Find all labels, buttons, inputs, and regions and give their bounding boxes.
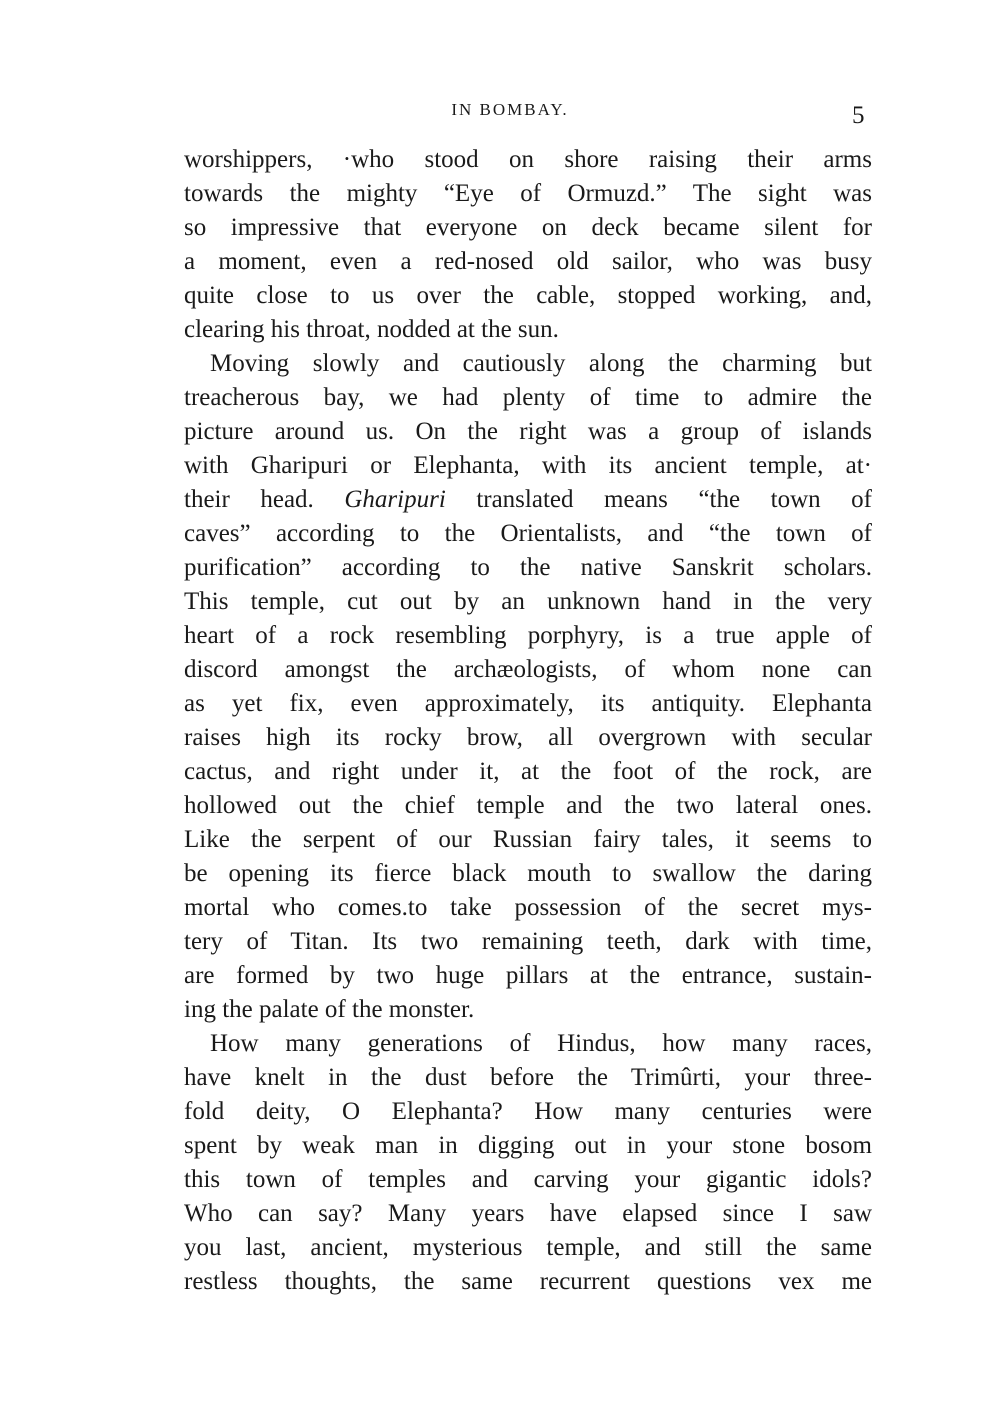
text-line: so impressive that everyone on deck became silent for <box>184 214 872 241</box>
text-line: clearing his throat, nodded at the sun. <box>184 316 559 343</box>
italic-term: Gharipuri <box>344 486 446 513</box>
paragraph-1 <box>184 143 872 347</box>
text-line: have knelt in the dust before the Trimûrti, your three- <box>184 1064 872 1091</box>
text-line: treacherous bay, we had plenty of time to admire the <box>184 384 872 411</box>
text-line: caves” according to the Orientalists, and “the town of <box>184 520 872 547</box>
text-line: This temple, cut out by an unknown hand in the very <box>184 588 872 615</box>
text-line: tery of Titan. Its two remaining teeth, dark with time, <box>184 928 872 955</box>
text-line: How many generations of Hindus, how many races, <box>210 1030 872 1057</box>
text-line: Who can say? Many years have elapsed since I saw <box>184 1200 872 1227</box>
text-line: discord amongst the archæologists, of whom none can <box>184 656 872 683</box>
running-head <box>0 100 1000 130</box>
text-line: as yet fix, even approximately, its antiquity. Elephanta <box>184 690 872 717</box>
text-line: raises high its rocky brow, all overgrown with secular <box>184 724 872 751</box>
page-number: 5 <box>852 102 865 129</box>
text-line: you last, ancient, mysterious temple, and still the same <box>184 1234 872 1261</box>
text-segment: translated means “the town of <box>476 486 873 513</box>
text-line: hollowed out the chief temple and the two lateral ones. <box>184 792 872 819</box>
text-line: heart of a rock resembling porphyry, is a true apple of <box>184 622 872 649</box>
text-line-mixed <box>184 483 872 517</box>
paragraph-2 <box>184 347 872 1027</box>
running-title: IN BOMBAY. <box>451 100 569 119</box>
text-line: be opening its fierce black mouth to swallow the daring <box>184 860 872 887</box>
text-line: picture around us. On the right was a group of islands <box>184 418 872 445</box>
text-line: Like the serpent of our Russian fairy tales, it seems to <box>184 826 872 853</box>
text-line: worshippers, ·who stood on shore raising their arms <box>184 146 872 173</box>
text-line: fold deity, O Elephanta? How many centuries were <box>184 1098 872 1125</box>
paragraph-3 <box>184 1027 872 1299</box>
text-line: this town of temples and carving your gigantic idols? <box>184 1166 872 1193</box>
text-line: Moving slowly and cautiously along the charming but <box>210 350 872 377</box>
text-segment: their head. <box>184 486 314 513</box>
text-line: mortal who comes.to take possession of the secret mys- <box>184 894 872 921</box>
text-line: quite close to us over the cable, stopped working, and, <box>184 282 872 309</box>
text-line: are formed by two huge pillars at the entrance, sustain- <box>184 962 872 989</box>
text-line: ing the palate of the monster. <box>184 996 475 1023</box>
text-line: cactus, and right under it, at the foot of the rock, are <box>184 758 872 785</box>
text-line: towards the mighty “Eye of Ormuzd.” The sight was <box>184 180 872 207</box>
text-line: spent by weak man in digging out in your stone bosom <box>184 1132 872 1159</box>
body-text <box>184 143 872 1299</box>
text-line: purification” according to the native Sanskrit scholars. <box>184 554 872 581</box>
text-line: a moment, even a red-nosed old sailor, who was busy <box>184 248 872 275</box>
text-line: with Gharipuri or Elephanta, with its ancient temple, at· <box>184 452 872 479</box>
text-line: restless thoughts, the same recurrent questions vex me <box>184 1268 872 1295</box>
